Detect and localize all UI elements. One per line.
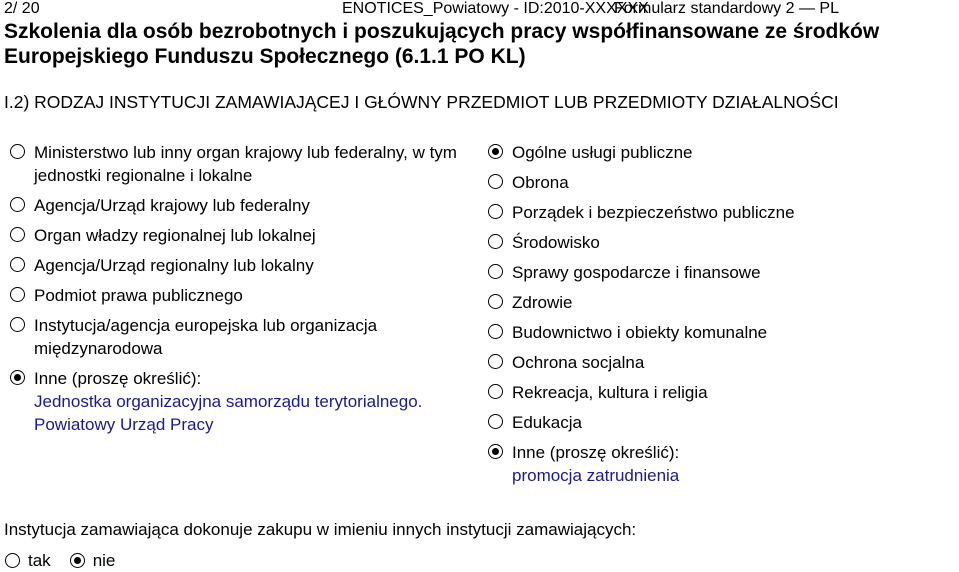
option-label: Instytucja/agencja europejska lub organizacja międzynarodowa: [34, 316, 378, 358]
option-education[interactable]: [486, 411, 956, 434]
radio-icon[interactable]: [10, 287, 25, 302]
radio-icon[interactable]: [488, 234, 503, 249]
option-label: Inne (proszę określić):: [512, 443, 680, 462]
radio-icon[interactable]: [488, 384, 503, 399]
option-label: Inne (proszę określić):: [34, 369, 202, 388]
option-label: Porządek i bezpieczeństwo publiczne: [512, 203, 795, 222]
joint-purchase-options: [4, 550, 133, 572]
option-label: nie: [92, 551, 116, 570]
option-label: Ogólne usługi publiczne: [512, 143, 693, 162]
option-label: Środowisko: [512, 233, 600, 252]
page-number: 2/ 20: [4, 0, 40, 17]
option-label: Ochrona socjalna: [512, 353, 645, 372]
option-public-order[interactable]: [486, 201, 956, 224]
radio-icon[interactable]: [10, 257, 25, 272]
option-other-authority[interactable]: [8, 367, 468, 436]
radio-icon[interactable]: [488, 264, 503, 279]
option-regional-authority[interactable]: [8, 224, 468, 247]
radio-selected-icon[interactable]: [70, 553, 85, 568]
radio-icon[interactable]: [10, 227, 25, 242]
radio-icon[interactable]: [5, 553, 20, 568]
radio-icon[interactable]: [10, 197, 25, 212]
option-label: Sprawy gospodarcze i finansowe: [512, 263, 761, 282]
option-general-public-services[interactable]: [486, 141, 956, 164]
option-label: Zdrowie: [512, 293, 573, 312]
option-economic-affairs[interactable]: [486, 261, 956, 284]
radio-icon[interactable]: [488, 354, 503, 369]
page-header: [0, 0, 959, 20]
radio-icon[interactable]: [488, 414, 503, 429]
other-authority-value: Jednostka organizacyjna samorządu terytorialnego. Powiatowy Urząd Pracy: [34, 392, 423, 434]
option-label: Budownictwo i obiekty komunalne: [512, 323, 768, 342]
authority-type-group: [8, 141, 468, 443]
option-label: tak: [28, 551, 51, 570]
notice-id: ENOTICES_Powiatowy - ID:2010-XXXXXX: [342, 0, 649, 17]
main-activity-group: [486, 141, 956, 494]
option-ministry[interactable]: [8, 141, 468, 187]
option-label: Ministerstwo lub inny organ krajowy lub federalny, w tym jednostki regionalne i lokalne: [34, 143, 457, 185]
radio-icon[interactable]: [488, 294, 503, 309]
radio-icon[interactable]: [488, 204, 503, 219]
option-label: Rekreacja, kultura i religia: [512, 383, 708, 402]
option-other-activity[interactable]: [486, 441, 956, 487]
option-label: Podmiot prawa publicznego: [34, 286, 243, 305]
option-housing[interactable]: [486, 321, 956, 344]
option-recreation[interactable]: [486, 381, 956, 404]
radio-selected-icon[interactable]: [10, 370, 25, 385]
radio-icon[interactable]: [10, 317, 25, 332]
radio-selected-icon[interactable]: [488, 144, 503, 159]
radio-selected-icon[interactable]: [488, 444, 503, 459]
radio-icon[interactable]: [488, 174, 503, 189]
option-european-institution[interactable]: [8, 314, 468, 360]
option-public-law-body[interactable]: [8, 284, 468, 307]
option-health[interactable]: [486, 291, 956, 314]
option-social-protection[interactable]: [486, 351, 956, 374]
option-regional-agency[interactable]: [8, 254, 468, 277]
option-yes[interactable]: [4, 550, 51, 572]
document-title: Szkolenia dla osób bezrobotnych i poszukujących pracy współfinansowane ze środków Europejskiego Funduszu Społecznego (6.1.1 PO KL): [4, 20, 880, 68]
form-name: Formularz standardowy 2 — PL: [614, 0, 839, 17]
radio-icon[interactable]: [488, 324, 503, 339]
option-defence[interactable]: [486, 171, 956, 194]
option-label: Organ władzy regionalnej lub lokalnej: [34, 226, 316, 245]
option-environment[interactable]: [486, 231, 956, 254]
option-national-agency[interactable]: [8, 194, 468, 217]
option-label: Agencja/Urząd krajowy lub federalny: [34, 196, 310, 215]
radio-icon[interactable]: [10, 144, 25, 159]
option-no[interactable]: [69, 550, 116, 572]
option-label: Edukacja: [512, 413, 582, 432]
section-title: I.2) RODZAJ INSTYTUCJI ZAMAWIAJĄCEJ I GŁÓWNY PRZEDMIOT LUB PRZEDMIOTY DZIAŁALNOŚCI: [4, 92, 839, 112]
joint-purchase-question: Instytucja zamawiająca dokonuje zakupu w imieniu innych instytucji zamawiających:: [4, 520, 637, 539]
option-label: Obrona: [512, 173, 569, 192]
option-label: Agencja/Urząd regionalny lub lokalny: [34, 256, 314, 275]
other-activity-value: promocja zatrudnienia: [512, 466, 680, 485]
